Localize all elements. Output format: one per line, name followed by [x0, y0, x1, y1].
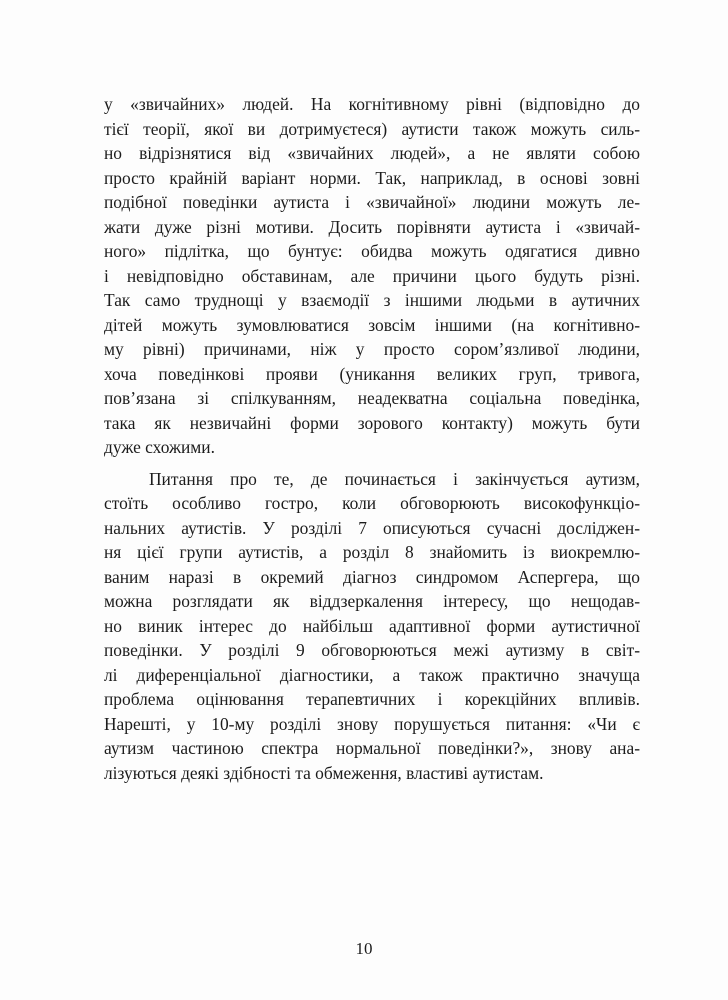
- text-line: но виник інтерес до найбільш адаптивної форми аутистичної: [104, 615, 640, 636]
- text-line: ня цієї групи аутистів, а розділ 8 знайомить із виокремлю-: [104, 542, 640, 562]
- text-line: проблема оцінювання терапевтичних і корекційних впливів.: [104, 689, 640, 709]
- text-line: но відрізнятися від «звичайних людей», а не являти собою: [104, 143, 640, 163]
- page-number: 10: [355, 939, 373, 958]
- text-line: му рівні) причинами, ніж у просто сором’язливої людини,: [104, 339, 640, 359]
- text-line: така як незвичайні форми зорового контакту) можуть бути: [104, 412, 640, 433]
- paragraph-2: [104, 467, 640, 786]
- body-text: [104, 92, 640, 785]
- text-line: Так само труднощі у взаємодії з іншими людьми в аутичних: [104, 290, 640, 310]
- text-line: поведінки. У розділі 9 обговорюються межі аутизму в світ-: [104, 640, 640, 660]
- text-line: дуже схожими.: [104, 437, 215, 457]
- text-line: стоїть особливо гостро, коли обговорюють високофункціо-: [104, 493, 640, 513]
- text-line: і невідповідно обставинам, але причини цього будуть різні.: [104, 265, 640, 286]
- text-line: дітей можуть зумовлюватися зовсім іншими (на когнітивно-: [104, 314, 640, 335]
- text-line: просто крайній варіант норми. Так, наприклад, в основі зовні: [104, 167, 640, 188]
- text-line: пов’язана зі спілкуванням, неадекватна соціальна поведінка,: [104, 388, 640, 408]
- text-line: лізуються деякі здібності та обмеження, властиві аутистам.: [104, 762, 544, 783]
- text-line: хоча поведінкові прояви (уникання великих груп, тривога,: [104, 363, 640, 384]
- text-line: можна розглядати як віддзеркалення інтересу, що нещодав-: [104, 591, 640, 611]
- text-line: ваним наразі в окремий діагноз синдромом Аспергера, що: [104, 566, 640, 587]
- paragraph-1: [104, 92, 640, 460]
- text-line: тієї теорії, якої ви дотримуєтеся) аутисти також можуть силь-: [104, 118, 640, 139]
- text-line: жати дуже різні мотиви. Досить порівняти аутиста і «звичай-: [104, 216, 640, 237]
- text-line: нальних аутистів. У розділі 7 описуються сучасні досліджен-: [104, 517, 640, 538]
- text-line: у «звичайних» людей. На когнітивному рівні (відповідно до: [104, 94, 640, 114]
- text-line: Нарешті, у 10-му розділі знову порушується питання: «Чи є: [104, 713, 640, 734]
- text-line: подібної поведінки аутиста і «звичайної» людини можуть ле-: [104, 192, 640, 212]
- text-line: Питання про те, де починається і закінчується аутизм,: [149, 468, 640, 489]
- text-line: лі диференціальної діагностики, а також практично значуща: [104, 664, 640, 685]
- text-line: аутизм частиною спектра нормальної поведінки?», знову ана-: [104, 738, 640, 758]
- text-line: ного» підлітка, що бунтує: обидва можуть одягатися дивно: [104, 241, 640, 261]
